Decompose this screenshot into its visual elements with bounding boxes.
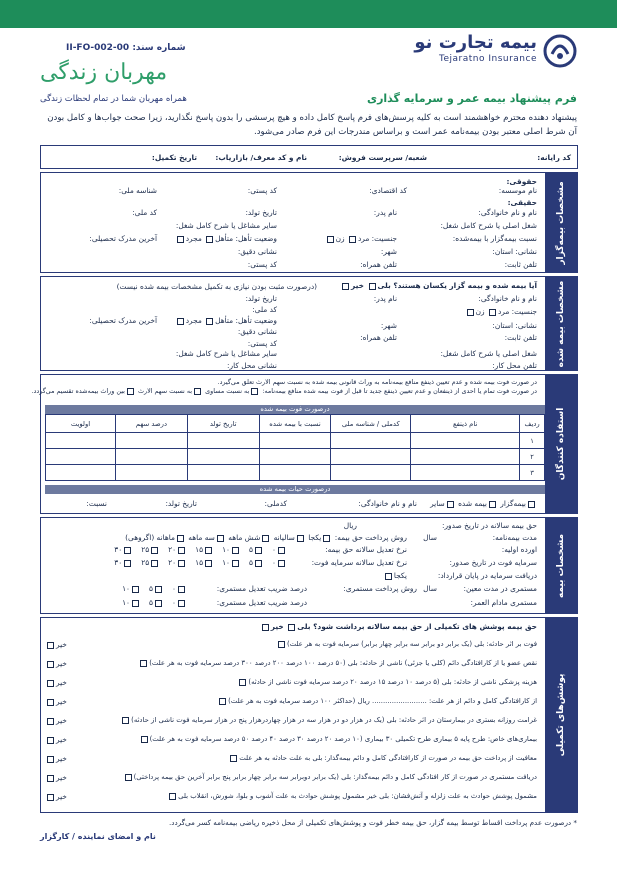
org-name-field[interactable]: نام موسسه: <box>498 186 537 195</box>
m3-label: شش ماهه <box>228 533 261 542</box>
table-cell[interactable] <box>116 433 188 449</box>
coverage-no-checkbox[interactable] <box>47 718 54 725</box>
ph-name-field[interactable]: نام و نام خانوادگی: <box>478 208 537 217</box>
coverage-no-checkbox[interactable] <box>47 699 54 706</box>
ins-male-checkbox[interactable] <box>489 309 496 316</box>
coverage-no-checkbox[interactable] <box>47 642 54 649</box>
ins-gender-male: جنسیت: مرد <box>497 307 537 316</box>
pct-label: ۰ <box>272 558 276 567</box>
coverage-no-label: خیر <box>56 792 67 801</box>
coverage-no-checkbox[interactable] <box>47 680 54 687</box>
pct-checkbox[interactable] <box>205 547 212 554</box>
coverage-text: بیماری‌های خاص: طرح پایه ۵ بیماری طرح تکمیلی ۳۰ بیماری (۱۰ درصد ۲۰ درصد ۳۰ درصد ۴۰ درصد ۵۰ درصد سرمایه فوت به هر علت) <box>149 735 537 743</box>
m3-checkbox[interactable] <box>262 535 269 542</box>
company-logo-icon <box>543 34 577 68</box>
insured-side-title: مشخصات بیمه شده <box>545 277 577 370</box>
ph-married-checkbox[interactable] <box>206 236 213 243</box>
beneficiary-table <box>45 414 545 481</box>
death-table-header: درصورت فوت بیمه شده <box>45 405 545 414</box>
m4-label: سه ماهه <box>188 533 215 542</box>
ins-city-field[interactable]: شهر: <box>380 321 397 330</box>
table-cell[interactable] <box>331 433 411 449</box>
lump-checkbox[interactable] <box>385 573 392 580</box>
ins-female-checkbox[interactable] <box>467 309 474 316</box>
pct-label: ۲۰ <box>168 558 177 567</box>
pct-checkbox[interactable] <box>155 600 162 607</box>
ins-married: وضعیت تأهل: متأهل <box>215 316 277 325</box>
row-number: ۲ <box>520 449 545 465</box>
econ-code-field[interactable]: کد اقتصادی: <box>369 186 407 195</box>
col-row: ردیف <box>520 415 545 433</box>
life-other-checkbox[interactable] <box>447 501 454 508</box>
pct-checkbox[interactable] <box>278 547 285 554</box>
coverage-main-yes[interactable] <box>288 624 295 631</box>
coverage-no <box>45 678 67 687</box>
ins-province-field[interactable]: نشانی: استان: <box>492 321 537 330</box>
table-cell[interactable] <box>46 465 116 481</box>
pct-label: ۱۰ <box>122 584 131 593</box>
ph-gender-male: جنسیت: مرد <box>357 234 397 243</box>
ph-female-checkbox[interactable] <box>327 236 334 243</box>
table-cell[interactable] <box>411 433 520 449</box>
coverage-text: از کارافتادگی کامل و دائم از هر علت: ......................... ریال (حداکثر ۱۰۰ درصد سرمایه فوت به هر علت) <box>228 697 537 705</box>
life-ph-checkbox[interactable] <box>528 501 535 508</box>
pct-label: ۵ <box>149 598 154 607</box>
coverage-text: هزینه پزشکی ناشی از حادثه: بلی (۵ درصد ۱۰ درصد ۱۵ درصد ۲۰ درصد سرمایه فوت ناشی از حادثه) <box>248 678 537 686</box>
opt-heirs: بین وراث بیمه‌شده تقسیم می‌گردد. <box>31 387 125 395</box>
duration-field[interactable]: مدت بیمه‌نامه: <box>492 533 537 542</box>
org-postal-field[interactable]: کد پستی: <box>247 186 277 195</box>
coverage-no-label: خیر <box>56 640 67 649</box>
brand-subtitle: همراه مهربان شما در تمام لحظات زندگی <box>40 94 187 104</box>
ph-natcode-field[interactable]: کد ملی: <box>132 208 157 217</box>
same-no-checkbox[interactable] <box>342 283 349 290</box>
rial-unit: ریال <box>343 521 357 530</box>
legal-label: حقوقی: <box>506 177 537 186</box>
table-row <box>46 449 545 465</box>
footer-note: * درصورت عدم پرداخت اقساط توسط بیمه گزار، حق بیمه خطر فوت و پوشش‌های تکمیلی از محل ذخیره ریاضی بیمه‌نامه کسر می‌گردد. <box>168 818 577 827</box>
row-number: ۳ <box>520 465 545 481</box>
coverage-line <box>167 792 537 800</box>
pct-checkbox[interactable] <box>278 560 285 567</box>
pct-label: ۲۰ <box>168 545 177 554</box>
annual-rate-label: نرخ تعدیل سالانه حق بیمه: <box>325 545 407 554</box>
ph-male-checkbox[interactable] <box>349 236 356 243</box>
ins-workaddr-field[interactable]: نشانی محل کار: <box>227 361 277 370</box>
pct-label: ۰ <box>172 598 176 607</box>
coverage-line <box>123 773 537 781</box>
coverage-text: معافیت از پرداخت حق بیمه در صورت از کارافتادگی کامل و دائم بیمه‌گذار: بلی به علت حادثه به هر علت <box>239 754 537 762</box>
life-other-label: سایر <box>430 499 445 508</box>
col-birth: تاریخ تولد <box>187 415 259 433</box>
m5-label: ماهانه (اگروهی) <box>125 533 175 542</box>
ins-otherjobs-field[interactable]: سایر مشاغل یا شرح کامل شغل: <box>175 349 277 358</box>
ph-province-field[interactable]: نشانی: استان: <box>492 247 537 256</box>
m2-label: سالیانه <box>273 533 295 542</box>
pct-checkbox[interactable] <box>155 586 162 593</box>
pct-label: ۰ <box>272 545 276 554</box>
ins-exact-address[interactable]: نشانی دقیق: <box>237 327 277 336</box>
top-color-bar <box>0 0 617 28</box>
ins-name-field[interactable]: نام و نام خانوادگی: <box>478 294 537 303</box>
m2-checkbox[interactable] <box>297 535 304 542</box>
year-unit: سال <box>423 533 437 542</box>
ph-city-field[interactable]: شهر: <box>380 247 397 256</box>
table-cell[interactable] <box>116 449 188 465</box>
col-share: درصد سهم <box>116 415 188 433</box>
opt-inherit: به نسبت سهم الارث <box>138 387 193 395</box>
row-number: ۱ <box>520 433 545 449</box>
pension-year-unit: سال <box>423 584 437 593</box>
table-cell[interactable] <box>116 465 188 481</box>
coverage-no-label: خیر <box>56 659 67 668</box>
opt-equal: به نسبت مساوی <box>205 387 250 395</box>
introducer-label[interactable]: نام و کد معرف/ بازاریاب: <box>215 153 307 162</box>
pct-checkbox[interactable] <box>232 547 239 554</box>
company-name-en: Tejaratno Insurance <box>439 54 537 64</box>
coverage-text: مشمول پوشش حوادث به علت زلزله و آتش‌فشان: بلی خیر مشمول پوشش حوادث به علت آشوب و بلوا، شورش، انقلاب بلی <box>178 792 537 800</box>
ph-single-checkbox[interactable] <box>177 236 184 243</box>
life-birth-field[interactable]: تاریخ تولد: <box>165 499 197 508</box>
coverage-no-label: خیر <box>56 754 67 763</box>
m4-checkbox[interactable] <box>217 535 224 542</box>
pct-label: ۳۰ <box>114 545 123 554</box>
pension-life-rate-options <box>114 598 187 607</box>
coverages-side-title: پوشش‌های تکمیلی <box>545 618 577 812</box>
pension-label: دریافت سرمایه در پایان قرارداد: <box>437 571 537 580</box>
pension-rate-label: درصد ضریب تعدیل مستمری: <box>216 584 307 593</box>
col-relation: نسبت با بیمه شده <box>259 415 331 433</box>
coverage-no <box>45 640 67 649</box>
pension-rate-options <box>114 584 187 593</box>
table-cell[interactable] <box>46 433 116 449</box>
ph-gender-female: زن <box>335 234 345 243</box>
coverage-yes-checkbox[interactable] <box>125 774 132 781</box>
coverage-yes-checkbox[interactable] <box>169 793 176 800</box>
top-info-row <box>40 145 578 169</box>
ins-gender-female: زن <box>475 307 485 316</box>
pct-label: ۰ <box>172 584 176 593</box>
pct-label: ۱۰ <box>222 545 231 554</box>
beneficiary-note-2: در صورت فوت تمام یا احدی از ذینفعان و عدم تعیین ذینفع جدید تا قبل از فوت بیمه شده منافع بیمه‌نامه: <box>262 387 537 395</box>
coverage-yes-checkbox[interactable] <box>122 717 129 724</box>
lump-label: یکجا <box>393 571 407 580</box>
doc-value: II-FO-002-00 <box>66 43 130 53</box>
policyholder-side-title: مشخصات بیمه‌گزار <box>545 173 577 272</box>
table-cell[interactable] <box>259 449 331 465</box>
inherit-checkbox[interactable] <box>194 388 201 395</box>
pct-label: ۱۰ <box>222 558 231 567</box>
coverage-no <box>45 659 67 668</box>
agent-signature-label[interactable]: نام و امضای نماینده / کارگزار <box>40 832 156 841</box>
table-cell[interactable] <box>331 449 411 465</box>
pct-checkbox[interactable] <box>151 547 158 554</box>
ph-mobile-field[interactable]: تلفن همراه: <box>360 260 397 269</box>
pct-checkbox[interactable] <box>124 547 131 554</box>
same-note: (درصورت مثبت بودن نیازی به تکمیل مشخصات بیمه شده نیست) <box>116 282 317 291</box>
annual-rate-options <box>106 545 287 554</box>
coverage-no <box>45 697 67 706</box>
branch-label[interactable]: شعبه/ سرپرست فروش: <box>338 153 427 162</box>
pct-label: ۱۵ <box>195 545 204 554</box>
coverage-no-checkbox[interactable] <box>47 756 54 763</box>
table-row <box>46 433 545 449</box>
coverage-yes-checkbox[interactable] <box>230 755 237 762</box>
life-ph-label: بیمه‌گزار <box>500 499 526 508</box>
coverage-yes-checkbox[interactable] <box>239 679 246 686</box>
ins-birth-field[interactable]: تاریخ تولد: <box>245 294 277 303</box>
coverage-main-question: حق بیمه پوشش های تکمیلی از حق بیمه سالانه برداشت شود؟ بلی <box>297 622 537 631</box>
heirs-checkbox[interactable] <box>127 388 134 395</box>
coverage-text: غرامت روزانه بستری در بیمارستان در اثر حادثه: بلی (یک در هزار دو در هزار سه در هزار چهاردرهزار پنج در هزار سرمایه فوت ناشی از حادثه) <box>131 716 537 724</box>
coverage-no-label: خیر <box>56 678 67 687</box>
coverage-yes-checkbox[interactable] <box>140 660 147 667</box>
coverage-no-checkbox[interactable] <box>47 794 54 801</box>
ins-workphone-field[interactable]: تلفن محل کار: <box>492 361 537 370</box>
ph-father-field[interactable]: نام پدر: <box>373 208 397 217</box>
m5-checkbox[interactable] <box>177 535 184 542</box>
pct-checkbox[interactable] <box>255 560 262 567</box>
coverage-line <box>228 754 537 762</box>
ph-edu-field[interactable]: آخرین مدرک تحصیلی: <box>89 234 157 243</box>
ins-postal-field[interactable]: کد پستی: <box>247 339 277 348</box>
beneficiaries-side-title: استفاده کنندگان <box>545 375 577 513</box>
pct-label: ۱۰ <box>122 598 131 607</box>
pct-label: ۱۵ <box>195 558 204 567</box>
pct-label: ۵ <box>249 558 254 567</box>
coverage-main-no[interactable] <box>262 624 269 631</box>
coverage-no <box>45 735 67 744</box>
table-cell[interactable] <box>187 433 259 449</box>
pct-label: ۵ <box>249 545 254 554</box>
table-cell[interactable] <box>187 465 259 481</box>
table-cell[interactable] <box>259 433 331 449</box>
coverage-line <box>120 716 537 724</box>
life-ins-label: بیمه شده <box>458 499 487 508</box>
coverage-no <box>45 773 67 782</box>
pension-life-rate-label: درصد ضریب تعدیل مستمری: <box>216 598 307 607</box>
ph-postal-field[interactable]: کد پستی: <box>247 260 277 269</box>
coverage-yes-checkbox[interactable] <box>141 736 148 743</box>
table-cell[interactable] <box>187 449 259 465</box>
ins-father-field[interactable]: نام پدر: <box>373 294 397 303</box>
pct-checkbox[interactable] <box>132 600 139 607</box>
national-id-field[interactable]: شناسه ملی: <box>118 186 157 195</box>
company-logo <box>387 32 577 82</box>
pct-label: ۵ <box>149 584 154 593</box>
table-cell[interactable] <box>331 465 411 481</box>
pct-checkbox[interactable] <box>255 547 262 554</box>
beneficiaries-section <box>31 374 578 514</box>
ph-phone-field[interactable]: تلفن ثابت: <box>504 260 537 269</box>
pct-checkbox[interactable] <box>205 560 212 567</box>
pct-checkbox[interactable] <box>178 560 185 567</box>
coverage-yes-checkbox[interactable] <box>278 641 285 648</box>
ins-natcode-field[interactable]: کد ملی: <box>252 305 277 314</box>
life-rel-field[interactable]: نسبت: <box>86 499 107 508</box>
policyholder-section <box>40 172 578 273</box>
table-cell[interactable] <box>46 449 116 465</box>
pension-fixed-field[interactable]: مستمری در مدت معین: <box>463 584 537 593</box>
coverage-no-label: خیر <box>56 735 67 744</box>
coverage-line <box>139 735 537 743</box>
ins-single-checkbox[interactable] <box>177 318 184 325</box>
cap-rate-options <box>106 558 287 567</box>
ph-married: وضعیت تأهل: متأهل <box>215 234 277 243</box>
ins-edu-field[interactable]: آخرین مدرک تحصیلی: <box>89 316 157 325</box>
completion-date-label[interactable]: تاریخ تکمیل: <box>151 153 197 162</box>
m1-label: یکجا <box>308 533 322 542</box>
m1-checkbox[interactable] <box>323 535 330 542</box>
coverage-line <box>237 678 537 686</box>
beneficiary-note-1: در صورت فوت بیمه شده و عدم تعیین ذینفع منافع بیمه‌نامه به وراث قانونی بیمه شده به نسبت سهم الارث تعلق می‌گیرد. <box>217 378 537 386</box>
intro-paragraph: پیشنهاد دهنده محترم خواهشمند است به کلیه پرسش‌های فرم پاسخ کامل داده و هیچ پرسشی را بدون پاسخ نگذارید، زیرا صحت جواب‌ها و کامل بودن آن شرط اصلی معتبر بودن بیمه‌نامه عمر است و براساس مندرجات این فرم صادر می‌شود. <box>47 113 577 137</box>
method-label: روش پرداخت حق بیمه: <box>334 533 407 542</box>
doc-label: شماره سند: <box>132 43 186 53</box>
capital-field[interactable]: سرمایه فوت در تاریخ صدور: <box>449 558 537 567</box>
coverage-text: نقص عضو یا از کارافتادگی دائم (کلی یا جزئی) ناشی از حادثه: بلی (۵۰ درصد ۱۰۰ درصد ۲۰۰ درصد ۳۰۰ درصد سرمایه فوت به هر علت) <box>149 659 537 667</box>
pct-checkbox[interactable] <box>132 586 139 593</box>
ph-otherjobs-field[interactable]: سایر مشاغل یا شرح کامل شغل: <box>175 221 277 230</box>
company-name-fa: بیمه تجارت نو <box>414 32 537 53</box>
pension-method-field[interactable]: روش پرداخت مستمری: <box>343 584 417 593</box>
life-code-field[interactable]: کدملی: <box>264 499 287 508</box>
pct-checkbox[interactable] <box>124 560 131 567</box>
policy-side-title: مشخصات بیمه <box>545 518 577 613</box>
table-cell[interactable] <box>411 449 520 465</box>
table-row <box>46 465 545 481</box>
coverage-no <box>45 716 67 725</box>
coverage-no-label: خیر <box>56 773 67 782</box>
coverage-yes-checkbox[interactable] <box>219 698 226 705</box>
coverage-line <box>276 640 537 648</box>
pension-life-label: مستمری مادام العمر: <box>470 598 537 607</box>
form-title: فرم پیشنهاد بیمه عمر و سرمایه گذاری <box>367 92 577 105</box>
ph-relation-field[interactable]: نسبت بیمه‌گزار با بیمه‌شده: <box>452 234 537 243</box>
pct-label: ۲۵ <box>141 545 150 554</box>
coverage-no-label: خیر <box>56 697 67 706</box>
ph-single: مجرد <box>185 234 202 243</box>
pct-checkbox[interactable] <box>151 560 158 567</box>
insured-section <box>40 276 578 371</box>
ins-married-checkbox[interactable] <box>206 318 213 325</box>
col-name: نام ذینفع <box>411 415 520 433</box>
ph-job-field[interactable]: شغل اصلی یا شرح کامل شغل: <box>440 221 537 230</box>
same-no-label: خیر <box>350 281 364 290</box>
same-question: آیا بیمه شده و بیمه گزار یکسان هستند؟ بلی <box>377 281 537 290</box>
table-cell[interactable] <box>411 465 520 481</box>
real-label: حقیقی: <box>507 198 537 207</box>
policy-section <box>40 517 578 614</box>
cap-rate-label: نرخ تعدیل سالانه سرمایه فوت: <box>311 558 407 567</box>
same-yes-checkbox[interactable] <box>369 283 376 290</box>
coverage-no-label: خیر <box>56 716 67 725</box>
ins-mobile-field[interactable]: تلفن همراه: <box>360 333 397 342</box>
annual-premium-field[interactable]: حق بیمه سالانه در تاریخ صدور: <box>441 521 537 530</box>
coverage-no-checkbox[interactable] <box>47 737 54 744</box>
coverage-no-checkbox[interactable] <box>47 661 54 668</box>
brand-title: مهربان زندگی <box>40 60 168 85</box>
agent-code-label[interactable]: کد رایانه: <box>537 153 571 162</box>
coverages-section <box>40 617 578 813</box>
pct-label: ۲۵ <box>141 558 150 567</box>
equal-checkbox[interactable] <box>251 388 258 395</box>
ins-job-field[interactable]: شغل اصلی یا شرح کامل شغل: <box>440 349 537 358</box>
coverage-no <box>45 792 67 801</box>
pct-checkbox[interactable] <box>178 600 185 607</box>
ins-phone-field[interactable]: تلفن ثابت: <box>504 333 537 342</box>
col-natcode: کدملی / شناسه ملی <box>331 415 411 433</box>
coverage-text: دریافت مستمری در صورت از کار افتادگی کامل و دائم بیمه‌گذار: بلی (یک برابر دوبرابر سه برابر چهار برابر پنج برابر آخرین حق بیمه پرداختی) <box>133 773 537 781</box>
coverage-main-no-label: خیر <box>270 622 284 631</box>
ins-single: مجرد <box>185 316 202 325</box>
coverage-line <box>138 659 537 667</box>
pct-label: ۳۰ <box>114 558 123 567</box>
col-priority: اولویت <box>46 415 116 433</box>
life-table-header: درصورت حیات بیمه شده <box>45 485 545 494</box>
life-name-field[interactable]: نام و نام خانوادگی: <box>358 499 417 508</box>
coverage-line <box>217 697 537 705</box>
coverage-no-checkbox[interactable] <box>47 775 54 782</box>
ph-birth-field[interactable]: تاریخ تولد: <box>245 208 277 217</box>
coverage-no <box>45 754 67 763</box>
pct-checkbox[interactable] <box>178 586 185 593</box>
ph-exact-address[interactable]: نشانی دقیق: <box>237 247 277 256</box>
life-ins-checkbox[interactable] <box>489 501 496 508</box>
coverage-text: فوت بر اثر حادثه: بلی (یک برابر دو برابر سه برابر چهار برابر) سرمایه فوت به هر علت) <box>286 640 537 648</box>
first-payment-field[interactable]: اورده اولیه: <box>501 545 537 554</box>
pct-checkbox[interactable] <box>178 547 185 554</box>
document-number <box>66 43 186 53</box>
table-cell[interactable] <box>259 465 331 481</box>
pct-checkbox[interactable] <box>232 560 239 567</box>
